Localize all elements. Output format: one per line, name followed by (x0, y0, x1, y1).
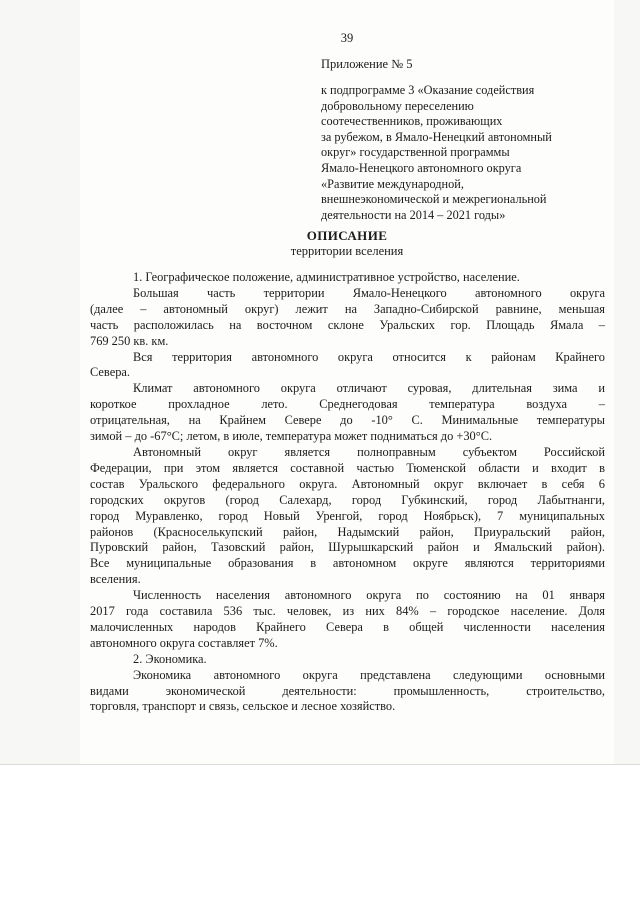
body-text-line: малочисленных народов Крайнего Севера в общей численности населения (90, 619, 605, 634)
approval-line: округ» государственной программы (321, 145, 510, 160)
body-text-line: короткое прохладное лето. Среднегодовая температура воздуха – (90, 397, 605, 412)
body-text-line: районов (Красноселькупский район, Надымский район, Приуральский район, (90, 524, 605, 539)
approval-line: соотечественников, проживающих (321, 114, 503, 129)
body-text-line: Федерации, при этом является составной частью Тюменской области и входит в (90, 460, 605, 475)
approval-line: «Развитие международной, (321, 176, 464, 191)
body-text-line: состав Уральского федерального округа. Автономный округ включает в себя 6 (90, 476, 605, 491)
document-title: ОПИСАНИЕ (306, 228, 388, 243)
appendix-label: Приложение № 5 (321, 57, 413, 71)
body-text-line: 2017 года составила 536 тыс. человек, из них 84% – городское население. Доля (90, 604, 605, 619)
approval-line: добровольному переселению (321, 98, 474, 113)
body-text-line: Большая часть территории Ямало-Ненецкого автономного округа (133, 285, 605, 300)
body-text-line: Севера. (90, 365, 130, 380)
body-text-line: вселения. (90, 572, 141, 587)
document-body (90, 270, 605, 715)
body-text-line: Вся территория автономного округа относится к районам Крайнего (133, 349, 605, 364)
body-text-line: Все муниципальные образования в автономном округе являются территориями (90, 556, 605, 571)
approval-line: деятельности на 2014 – 2021 годы» (321, 207, 506, 222)
body-text-line: часть расположилась на восточном склоне Уральских гор. Площадь Ямала – (90, 317, 605, 332)
body-text-line: город Муравленко, город Новый Уренгой, город Ноябрьск), 7 муниципальных (90, 508, 605, 523)
approval-line: к подпрограмме 3 «Оказание содействия (321, 83, 535, 97)
approval-line: внешнеэкономической и межрегиональной (321, 192, 547, 207)
document-page (80, 0, 614, 764)
page-number: 39 (340, 31, 354, 45)
body-text-line: торговля, транспорт и связь, сельское и лесное хозяйство. (90, 699, 396, 714)
document-subtitle: территории вселения (290, 244, 404, 258)
body-text-line: городских округов (город Салехард, город Губкинский, город Лабытнанги, (90, 492, 605, 507)
body-text-line: 769 250 кв. км. (90, 333, 169, 348)
body-text-line: отрицательная, на Крайнем Севере до -10° С. Минимальные температуры (90, 413, 605, 428)
body-text-line: Пуровский район, Тазовский район, Шурышкарский район и Ямальский район). (90, 540, 605, 555)
body-text-line: автономного округа составляет 7%. (90, 635, 278, 650)
body-text-line: (далее – автономный округ) лежит на Западно-Сибирской равнине, меньшая (90, 301, 605, 316)
body-text-line: Автономный округ является полноправным субъектом Российской (133, 444, 605, 459)
body-text-line: Экономика автономного округа представлена следующими основными (133, 667, 605, 682)
body-text-line: зимой – до -67°С; летом, в июле, температура может подниматься до +30°С. (90, 429, 493, 444)
body-text-line: 1. Географическое положение, административное устройство, население. (133, 270, 520, 284)
approval-line: за рубежом, в Ямало-Ненецкий автономный (321, 129, 552, 144)
approval-line: Ямало-Ненецкого автономного округа (321, 160, 522, 175)
body-text-line: Численность населения автономного округа по состоянию на 01 января (133, 588, 605, 603)
body-text-line: 2. Экономика. (133, 651, 207, 666)
approval-block (321, 83, 552, 223)
body-text-line: Климат автономного округа отличают суровая, длительная зима и (133, 381, 605, 396)
body-text-line: видами экономической деятельности: промышленность, строительство, (90, 683, 605, 698)
